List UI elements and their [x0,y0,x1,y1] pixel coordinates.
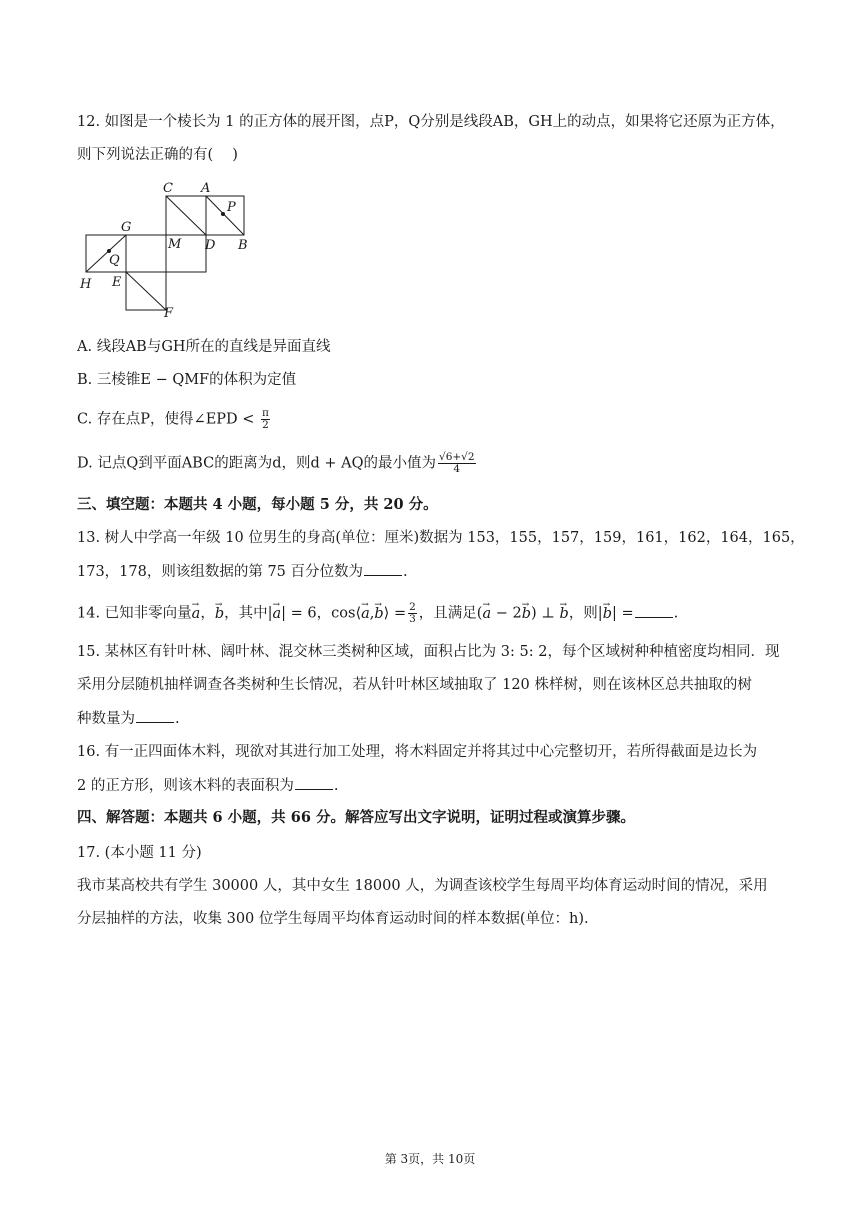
q12-option-a: A. 线段AB与GH所在的直线是异面直线 [77,339,331,355]
label-h: H [80,277,92,292]
cos-fraction: $\frac{2}{3}$ [409,601,416,625]
q15-line1: 15. 某林区有针叶林、阔叶林、混交林三类树种区域，面积占比为 3: 5: 2，每个区域树种种植密度均相同．现 [77,644,780,660]
page-footer: 第 3页，共 10页 [384,1152,476,1166]
label-c: C [163,181,173,196]
q17-line1: 我市某高校共有学生 30000 人，其中女生 18000 人，为调查该校学生每周平均体育运动时间的情况，采用 [77,878,768,894]
vector-b: → b [215,604,224,624]
q15-line3: 种数量为 . [77,708,180,729]
label-a: A [201,181,211,196]
pi-over-two-fraction: $\frac{\pi}{2}$ [262,407,269,431]
q14-answer-blank [635,603,673,618]
q12-option-d-text: D. 记点Q到平面ABC的距离为d，则d + AQ的最小值为 [77,455,436,472]
q12-option-c [77,408,272,431]
q13-answer-blank [364,561,402,576]
q16-answer-blank [295,775,333,790]
q16-line2: 2 的正方形，则该木料的表面积为 . [77,775,338,796]
label-q: Q [109,253,120,268]
label-g: G [121,220,132,235]
q15-line2: 采用分层随机抽样调查各类树种生长情况，若从针叶林区域抽取了 120 株样树，则在该林区总共抽取的树 [77,677,752,693]
q12-option-d [77,452,478,475]
q14-line: 14. 已知非零向量→ a，→ b，其中|→ a| = 6，cos⟨→ a,→ b⟩ = $\frac{2}{3}$ ，且满足(→ a − 2→ b) ⊥ → b，则|→ b| = . [77,602,678,625]
section-4-heading: 四、解答题：本题共 6 小题，共 66 分。解答应写出文字说明，证明过程或演算步骤。 [77,809,635,826]
q16-line1: 16. 有一正四面体木料，现欲对其进行加工处理，将木料固定并将其过中心完整切开，若所得截面是边长为 [77,744,758,760]
q13-line2: 173，178，则该组数据的第 75 百分位数为 . [77,561,408,582]
q17-line2: 分层抽样的方法，收集 300 位学生每周平均体育运动时间的样本数据(单位：h). [77,911,589,927]
label-m: M [168,237,182,252]
q12-option-b: B. 三棱锥E − QMF的体积为定值 [77,372,297,388]
label-f: F [164,306,174,321]
q12-line1: 12. 如图是一个棱长为 1 的正方体的展开图，点P，Q分别是线段AB，GH上的动点，如果将它还原为正方体， [77,114,785,130]
q17-heading: 17. (本小题 11 分) [77,845,202,861]
label-d: D [205,238,216,253]
q12-line2: 则下列说法正确的有( ) [77,147,238,163]
q15-answer-blank [136,708,174,723]
vector-a: → a [192,604,201,624]
label-e: E [112,275,122,290]
section-3-heading: 三、填空题：本题共 4 小题，每小题 5 分，共 20 分。 [77,496,438,513]
q12-option-c-text: C. 存在点P，使得∠EPD < [77,411,255,428]
label-b: B [238,238,248,253]
min-value-fraction: $\frac{√6+√2}{4}$ [439,451,475,475]
label-p: P [227,200,236,215]
cube-net-figure [76,176,276,322]
q13-line1: 13. 树人中学高一年级 10 位男生的身高(单位：厘米)数据为 153，155，157，159，161，162，164，165， [77,530,805,546]
point-p-dot [221,212,225,216]
